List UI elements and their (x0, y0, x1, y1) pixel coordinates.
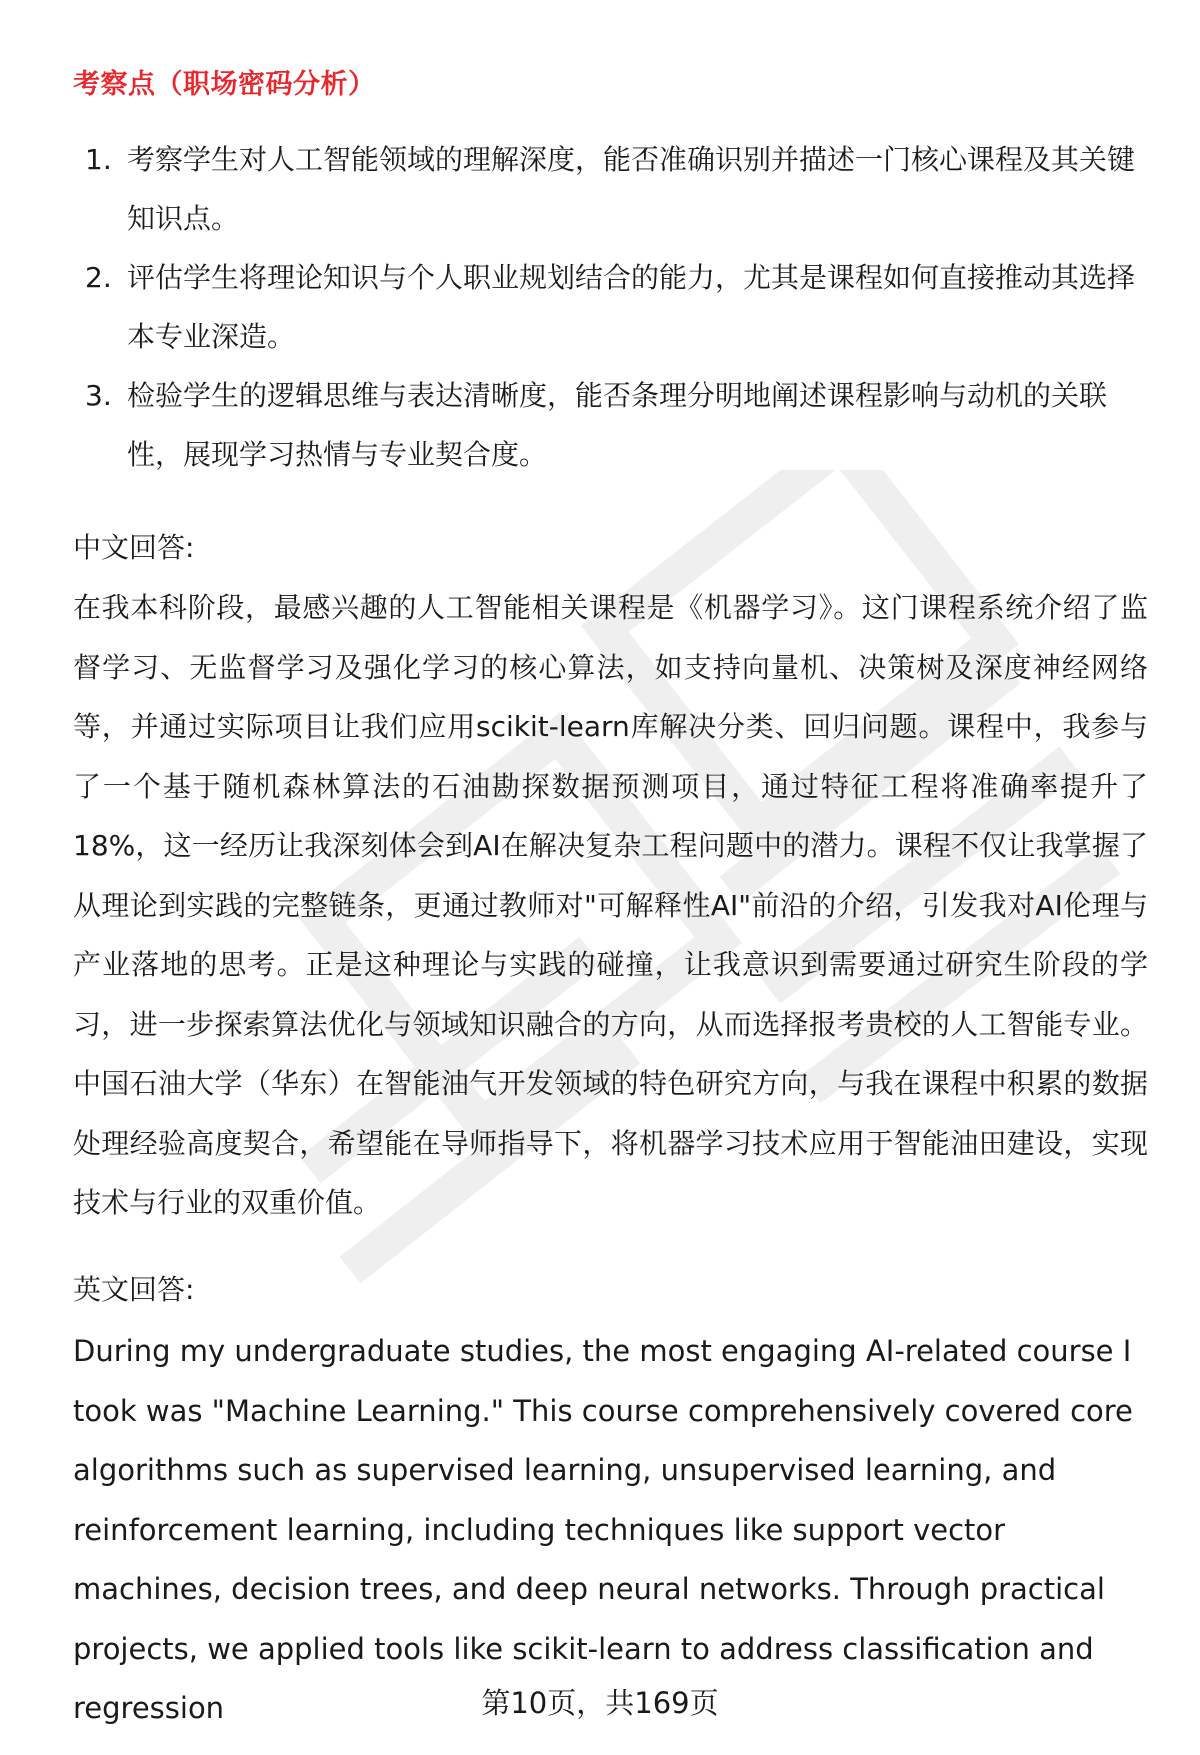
english-answer-label: 英文回答: (73, 1273, 195, 1306)
page-number-footer: 第10页，共169页 (481, 1686, 719, 1720)
list-item-text: 考察学生对人工智能领域的理解深度，能否准确识别并描述一门核心课程及其关键知识点。 (127, 143, 1136, 235)
list-item-number: 3. (85, 379, 112, 412)
english-answer-text: During my undergraduate studies, the most engaging AI-related course I took was "Machine Learning." This course comprehensively covered core algorithms such as supervised learning, unsupervised learning, and reinforcement learning, including techniques like support vector machines, decision trees, and deep neural networks. Through practical projects, we applied tools like scikit-learn to address classification and regression (73, 1334, 1133, 1725)
list-item (85, 248, 1145, 366)
list-item-text: 评估学生将理论知识与个人职业规划结合的能力，尤其是课程如何直接推动其选择本专业深造。 (127, 261, 1136, 353)
list-item (85, 366, 1145, 484)
list-item-number: 2. (85, 261, 112, 294)
list-item-text: 检验学生的逻辑思维与表达清晰度，能否条理分明地阐述课程影响与动机的关联性，展现学习热情与专业契合度。 (127, 379, 1108, 471)
list-item (85, 130, 1145, 248)
section-title: 考察点（职场密码分析） (73, 69, 376, 100)
chinese-answer-label: 中文回答: (73, 531, 195, 564)
chinese-answer-text: 在我本科阶段，最感兴趣的人工智能相关课程是《机器学习》。这门课程系统介绍了监督学习、无监督学习及强化学习的核心算法，如支持向量机、决策树及深度神经网络等，并通过实际项目让我们应用scikit-learn库解决分类、回归问题。课程中，我参与了一个基于随机森林算法的石油勘探数据预测项目，通过特征工程将准确率提升了18%，这一经历让我深刻体会到AI在解决复杂工程问题中的潜力。课程不仅让我掌握了从理论到实践的完整链条，更通过教师对"可解释性AI"前沿的介绍，引发我对AI伦理与产业落地的思考。正是这种理论与实践的碰撞，让我意识到需要通过研究生阶段的学习，进一步探索算法优化与领域知识融合的方向，从而选择报考贵校的人工智能专业。中国石油大学（华东）在智能油气开发领域的特色研究方向，与我在课程中积累的数据处理经验高度契合，希望能在导师指导下，将机器学习技术应用于智能油田建设，实现技术与行业的双重价值。 (73, 591, 1148, 1219)
list-item-number: 1. (85, 143, 112, 176)
assessment-points-list (85, 130, 1145, 484)
